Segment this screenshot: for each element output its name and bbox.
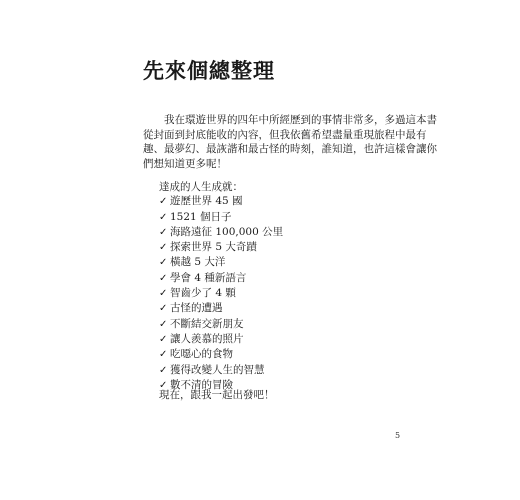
achievement-text: 古怪的遭遇	[170, 302, 223, 315]
achievement-text: 海路遠征 100,000 公里	[170, 225, 284, 238]
intro-line: 從封面到封底能收的內容，但我依舊希望盡量重現旅程中最有	[143, 128, 427, 141]
list-item	[159, 363, 283, 378]
list-item	[159, 317, 283, 332]
checkmark-icon: ✓	[159, 211, 168, 223]
checkmark-icon: ✓	[159, 288, 168, 300]
checkmark-icon: ✓	[159, 196, 168, 208]
achievements-section	[159, 180, 283, 393]
checkmark-icon: ✓	[159, 364, 168, 376]
checkmark-icon: ✓	[159, 379, 168, 391]
checkmark-icon: ✓	[159, 242, 168, 254]
checkmark-icon: ✓	[159, 303, 168, 315]
achievement-text: 學會 4 種新語言	[170, 271, 247, 284]
list-item	[159, 255, 283, 270]
achievement-text: 讓人羨慕的照片	[170, 332, 244, 345]
list-item	[159, 286, 283, 301]
list-item	[159, 210, 283, 225]
page-number: 5	[395, 431, 401, 440]
intro-line: 們想知道更多呢！	[143, 157, 227, 170]
chapter-title: 先來個總整理	[143, 58, 275, 83]
list-item	[159, 240, 283, 255]
closing-line: 現在，跟我一起出發吧！	[159, 389, 275, 401]
checkmark-icon: ✓	[159, 349, 168, 361]
intro-line: 我在環遊世界的四年中所經歷到的事情非常多，多過這本書	[143, 114, 437, 126]
achievements-list	[159, 194, 283, 393]
checkmark-icon: ✓	[159, 333, 168, 345]
checkmark-icon: ✓	[159, 257, 168, 269]
list-item	[159, 332, 283, 347]
checkmark-icon: ✓	[159, 318, 168, 330]
achievement-text: 橫越 5 大洋	[170, 256, 226, 269]
achievement-text: 數不清的冒險	[170, 378, 233, 391]
list-item	[159, 301, 283, 316]
achievement-text: 不斷結交新朋友	[170, 317, 244, 330]
achievement-text: 智齒少了 4 顆	[170, 287, 236, 300]
checkmark-icon: ✓	[159, 226, 168, 238]
list-item	[159, 194, 283, 209]
checkmark-icon: ✓	[159, 272, 168, 284]
intro-line: 趣、最夢幻、最詼諧和最古怪的時刻，誰知道，也許這樣會讓你	[143, 143, 437, 155]
achievements-heading: 達成的人生成就：	[159, 181, 243, 193]
intro-paragraph	[143, 113, 437, 171]
list-item	[159, 271, 283, 286]
list-item	[159, 347, 283, 362]
achievement-text: 吃噁心的食物	[170, 348, 233, 361]
achievement-text: 1521 個日子	[170, 210, 232, 223]
list-item	[159, 225, 283, 240]
achievement-text: 遊歷世界 45 國	[170, 195, 243, 208]
achievement-text: 探索世界 5 大奇蹟	[170, 241, 257, 254]
achievement-text: 獲得改變人生的智慧	[170, 363, 265, 376]
